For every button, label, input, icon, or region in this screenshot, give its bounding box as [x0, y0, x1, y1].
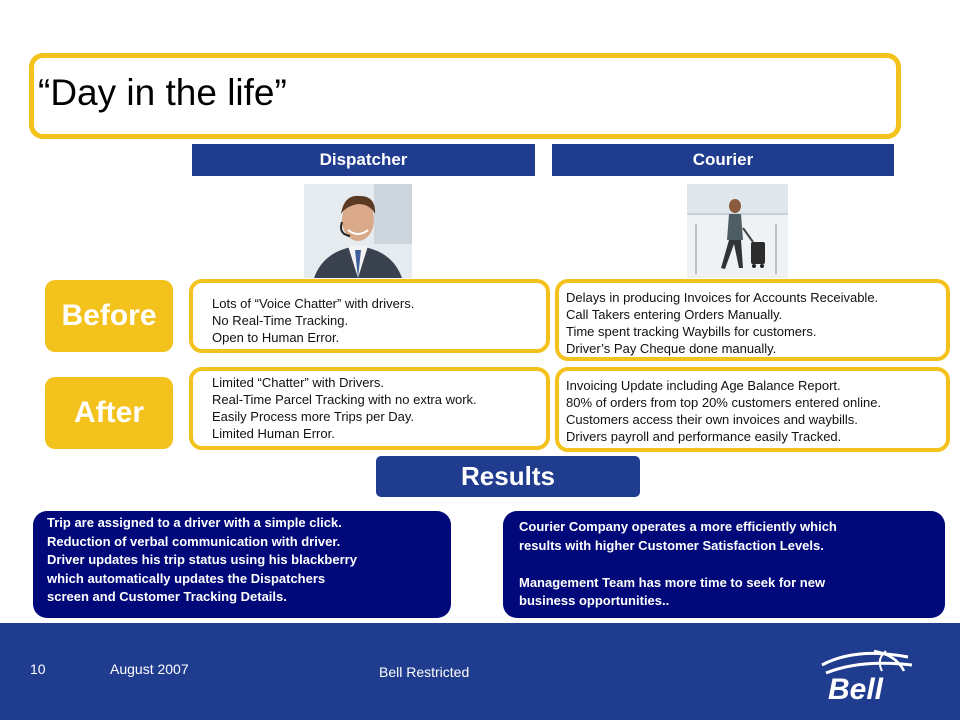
before-label: Before: [45, 280, 173, 352]
text-line: Driver’s Pay Cheque done manually.: [566, 341, 777, 356]
before-courier-box: [555, 279, 950, 361]
dispatcher-header: Dispatcher: [192, 144, 535, 176]
text-line: Limited “Chatter” with Drivers.: [212, 375, 384, 390]
text-line: results with higher Customer Satisfaction Levels.: [519, 537, 824, 553]
after-courier-text: [566, 377, 881, 445]
text-line: Reduction of verbal communication with driver.: [47, 533, 341, 549]
text-line: Open to Human Error.: [212, 330, 340, 345]
footer-bar: [0, 623, 960, 720]
results-banner: Results: [376, 456, 640, 497]
bell-logo-text: Bell: [828, 673, 884, 705]
text-line: Trip are assigned to a driver with a simple click.: [47, 515, 342, 530]
text-line: Drivers payroll and performance easily Tracked.: [566, 429, 842, 444]
results-dispatcher-box: [33, 511, 451, 618]
text-line: Delays in producing Invoices for Accounts Receivable.: [566, 290, 879, 305]
text-line: 80% of orders from top 20% customers entered online.: [566, 395, 882, 410]
text-line: Call Takers entering Orders Manually.: [566, 307, 783, 322]
text-line: Real-Time Parcel Tracking with no extra work.: [212, 392, 477, 407]
courier-photo: [687, 184, 788, 278]
after-dispatcher-text: [212, 374, 477, 442]
text-line: Limited Human Error.: [212, 426, 335, 441]
after-courier-box: [555, 367, 950, 452]
text-line: Lots of “Voice Chatter” with drivers.: [212, 296, 415, 311]
before-courier-text: [566, 289, 878, 357]
dispatcher-photo: [304, 184, 412, 278]
slide-title: “Day in the life”: [38, 72, 287, 113]
bell-logo: [816, 645, 940, 705]
text-line: Invoicing Update including Age Balance Report.: [566, 378, 841, 393]
text-line: Management Team has more time to seek for new: [519, 574, 826, 590]
footer-classification: Bell Restricted: [379, 664, 470, 680]
courier-header: Courier: [552, 144, 894, 176]
text-line: Time spent tracking Waybills for customers.: [566, 324, 817, 339]
results-courier-box: [503, 511, 945, 618]
text-line: Courier Company operates a more efficiently which: [519, 519, 837, 534]
text-line: screen and Customer Tracking Details.: [47, 589, 287, 604]
after-dispatcher-box: [189, 367, 550, 450]
page-number: 10: [30, 661, 46, 677]
after-label: After: [45, 377, 173, 449]
text-line: Easily Process more Trips per Day.: [212, 409, 415, 424]
text-line: Customers access their own invoices and waybills.: [566, 412, 858, 427]
text-line: No Real-Time Tracking.: [212, 313, 349, 328]
text-line: Driver updates his trip status using his blackberry: [47, 552, 357, 567]
before-dispatcher-text: [212, 295, 414, 346]
footer-date: August 2007: [110, 661, 189, 677]
before-dispatcher-box: [189, 279, 550, 353]
text-line: business opportunities..: [519, 593, 670, 608]
text-line: [519, 555, 945, 574]
text-line: which automatically updates the Dispatchers: [47, 570, 326, 586]
